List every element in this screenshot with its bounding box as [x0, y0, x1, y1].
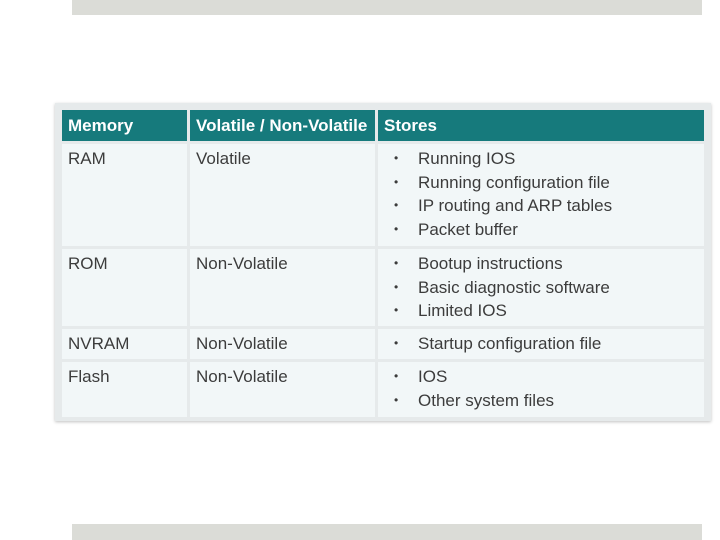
list-item — [384, 365, 698, 389]
table-row — [62, 144, 704, 246]
list-item — [384, 389, 698, 413]
header-memory: Memory — [62, 110, 187, 141]
store-item-text: Bootup instructions — [418, 254, 563, 273]
volatility-cell: Non-Volatile — [190, 329, 375, 359]
list-item — [384, 252, 698, 276]
store-item-text: IP routing and ARP tables — [418, 196, 613, 215]
list-item — [384, 332, 698, 356]
volatility-cell: Non-Volatile — [190, 362, 375, 417]
bottom-decorative-band — [72, 524, 702, 540]
store-item-text: Running IOS — [418, 149, 516, 168]
store-item-text: Limited IOS — [418, 301, 507, 320]
bullet-icon: • — [394, 221, 399, 236]
table-row — [62, 362, 704, 417]
list-item — [384, 299, 698, 323]
bullet-icon: • — [394, 369, 399, 383]
bullet-icon: • — [394, 256, 399, 270]
bullet-icon: • — [394, 151, 399, 165]
list-item — [384, 276, 698, 300]
list-item — [384, 218, 698, 242]
memory-cell: NVRAM — [62, 329, 187, 359]
bullet-icon: • — [394, 303, 399, 317]
list-item — [384, 147, 698, 171]
table-header-row — [62, 110, 704, 141]
stores-list — [384, 365, 698, 412]
memory-table — [59, 107, 707, 420]
store-item-text: Running configuration file — [418, 172, 610, 192]
memory-cell: Flash — [62, 362, 187, 417]
stores-cell — [378, 362, 704, 417]
memory-table-frame — [55, 103, 711, 421]
bullet-icon: • — [394, 279, 399, 294]
volatility-cell: Volatile — [190, 144, 375, 246]
list-item — [384, 194, 698, 218]
stores-list — [384, 147, 698, 241]
bullet-icon: • — [394, 198, 399, 212]
bullet-icon: • — [394, 174, 399, 189]
stores-cell — [378, 144, 704, 246]
memory-cell: RAM — [62, 144, 187, 246]
header-stores: Stores — [378, 110, 704, 141]
stores-cell — [378, 329, 704, 359]
store-item-text: Other system files — [418, 390, 555, 410]
list-item — [384, 171, 698, 195]
bullet-icon: • — [394, 392, 399, 407]
stores-list — [384, 332, 698, 356]
memory-cell: ROM — [62, 249, 187, 326]
store-item-text: Basic diagnostic software — [418, 277, 610, 297]
store-item-text: Startup configuration file — [418, 334, 602, 353]
bullet-icon: • — [394, 336, 399, 350]
store-item-text: IOS — [418, 367, 448, 386]
stores-list — [384, 252, 698, 323]
store-item-text: Packet buffer — [418, 219, 518, 239]
table-row — [62, 329, 704, 359]
stores-cell — [378, 249, 704, 326]
table-row — [62, 249, 704, 326]
header-volatility: Volatile / Non-Volatile — [190, 110, 375, 141]
volatility-cell: Non-Volatile — [190, 249, 375, 326]
top-decorative-band — [72, 0, 702, 15]
